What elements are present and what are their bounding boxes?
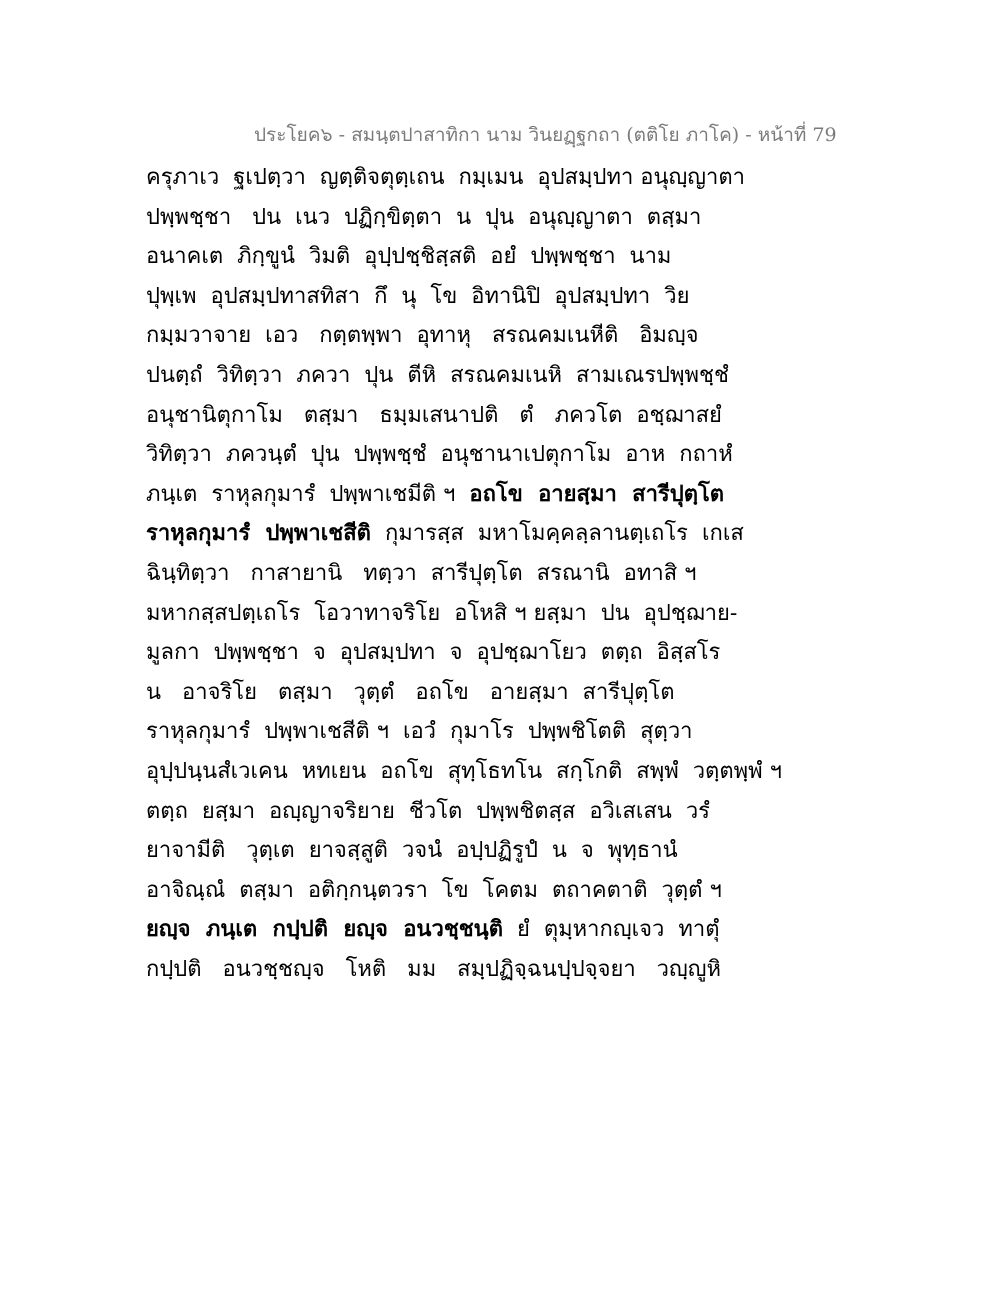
text-line — [146, 752, 782, 792]
text-segment: วิทิตฺวา ภควนฺตํ ปุน ปพฺพชฺชํ อนุชานาเปตุกาโม อาห กถาหํ — [146, 442, 733, 468]
bold-text-segment: ราหุลกุมารํ ปพฺพาเชสีติ — [146, 520, 371, 547]
text-segment: อุปฺปนฺนสํเวเคน หทเยน อถโข สุทฺโธทโน สกฺโกติ สพฺพํ วตฺตพฺพํ ฯ — [146, 758, 782, 784]
text-line — [146, 356, 729, 396]
text-segment: กุมารสฺส มหาโมคฺคลฺลานตฺเถโร เกเส — [370, 521, 744, 547]
text-segment: ฉินฺทิตฺวา กาสายานิ ทตฺวา สารีปุตฺโต สรณานิ อทาสิ ฯ — [146, 560, 697, 586]
text-line — [146, 158, 746, 198]
text-line — [146, 237, 706, 277]
text-segment: อนาคเต ภิกฺขูนํ วิมติ อุปฺปชฺชิสฺสติ อยํ ปพฺพชฺชา นาม — [146, 244, 672, 270]
text-segment: ครุภาเว ฐเปตฺวา ญตฺติจตุตฺเถน กมฺเมน อุปสมฺปทา อนุญฺญาตา — [146, 165, 746, 190]
text-line — [146, 950, 722, 990]
text-segment: มหากสฺสปตฺเถโร โอวาทาจริโย อโหสิ ฯ ยสฺมา ปน อุปชฺฌาย- — [146, 600, 738, 626]
text-segment: น อาจริโย ตสฺมา วุตฺตํ อถโข อายสฺมา สารีปุตฺโต — [146, 679, 675, 705]
text-segment: กมฺมวาจาย เอว กตฺตพฺพา อุทาหุ สรณคมเนหีติ อิมญฺจ — [146, 323, 699, 349]
text-segment: กปฺปติ อนวชฺชญฺจ โหติ มม สมฺปฏิจฺฉนปฺปจฺจยา วญฺญูหิ — [146, 956, 722, 982]
text-segment: ยํ ตุมฺหากญฺเจว ทาตุํ — [503, 917, 720, 943]
text-segment: ภนฺเต ราหุลกุมารํ ปพฺพาเชมีติ ฯ — [146, 481, 470, 507]
page-header: ประโยค๖ - สมนฺตปาสาทิกา นาม วินยฏฺฐกถา (ตติโย ภาโค) - หน้าที่ 79 — [254, 124, 837, 146]
text-line — [146, 554, 706, 594]
text-line — [146, 514, 744, 554]
text-line — [146, 871, 722, 911]
text-line — [146, 277, 706, 317]
text-line — [146, 198, 706, 238]
text-line — [146, 475, 725, 515]
bold-text-segment: ยญฺจ ภนฺเต กปฺปติ ยญฺจ อนวชฺชนฺติ — [146, 916, 504, 943]
text-line — [146, 910, 720, 950]
text-line — [146, 792, 710, 832]
body-text — [146, 158, 782, 989]
text-line — [146, 435, 733, 475]
text-line — [146, 633, 721, 673]
text-line — [146, 712, 706, 752]
text-segment: ปุพฺเพ อุปสมฺปทาสทิสา กึ นุ โข อิทานิปิ อุปสมฺปทา วิย — [146, 283, 690, 309]
text-segment: ราหุลกุมารํ ปพฺพาเชสีติ ฯ เอวํ กุมาโร ปพฺพชิโตติ สุตฺวา — [146, 719, 693, 745]
text-segment: ตตฺถ ยสฺมา อญฺญาจริยาย ชีวโต ปพฺพชิตสฺส อวิเสเสน วรํ — [146, 798, 710, 824]
text-segment: ปนตฺถํ วิทิตฺวา ภควา ปุน ตีหิ สรณคมเนหิ สามเณรปพฺพชฺชํ — [146, 362, 729, 388]
text-segment: อาจิณฺณํ ตสฺมา อติกฺกนฺตวรา โข โคตม ตถาคตาติ วุตฺตํ ฯ — [146, 877, 722, 903]
text-segment: อนุชานิตุกาโม ตสฺมา ธมฺมเสนาปติ ตํ ภควโต อชฺฌาสยํ — [146, 402, 722, 428]
text-line — [146, 396, 722, 436]
text-line — [146, 831, 706, 871]
text-line — [146, 316, 706, 356]
text-line — [146, 594, 738, 634]
text-segment: มูลกา ปพฺพชฺชา จ อุปสมฺปทา จ อุปชฺฌาโยว ตตฺถ อิสฺสโร — [146, 640, 721, 666]
text-line — [146, 673, 706, 713]
text-segment: ปพฺพชฺชา ปน เนว ปฏิกฺขิตฺตา น ปุน อนุญฺญาตา ตสฺมา — [146, 204, 702, 230]
bold-text-segment: อถโข อายสฺมา สารีปุตฺโต — [469, 480, 725, 507]
text-segment: ยาจามีติ วุตฺเต ยาจสฺสูติ วจนํ อปฺปฏิรูปํ น จ พุทฺธานํ — [146, 838, 678, 864]
